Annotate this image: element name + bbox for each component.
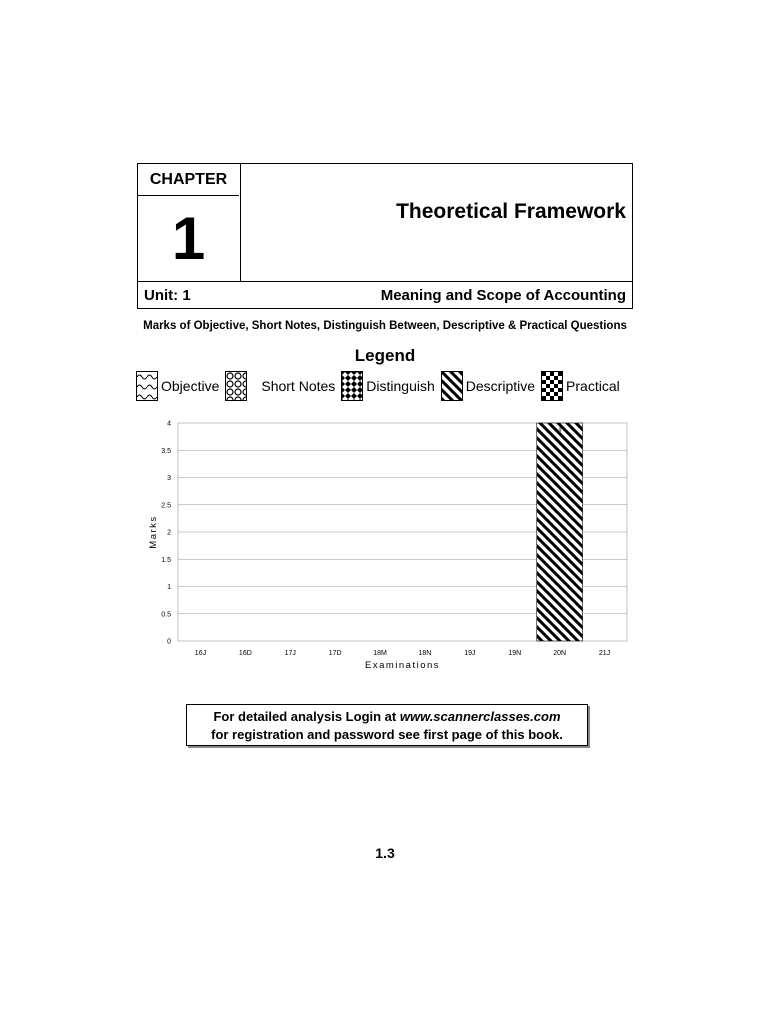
legend-label: Objective (161, 378, 220, 394)
x-tick-label: 20N (553, 650, 567, 657)
x-tick-label: 19N (508, 650, 522, 657)
chapter-number: 1 (171, 205, 206, 272)
unit-title: Meaning and Scope of Accounting (380, 287, 626, 304)
y-tick-label: 1.5 (161, 556, 171, 564)
info-line-2: for registration and password see first page of this book. (211, 727, 563, 742)
legend-label: Descriptive (465, 378, 536, 394)
y-tick-label: 0 (167, 638, 171, 646)
y-tick-label: 0.5 (161, 611, 171, 619)
x-tick-label: 17D (328, 650, 342, 657)
x-tick-label: 18N (418, 650, 432, 657)
y-tick-label: 3 (167, 475, 171, 482)
x-tick-label: 18M (373, 650, 387, 657)
x-tick-label: 16J (194, 650, 207, 657)
x-tick-label: 17J (284, 650, 296, 657)
y-tick-label: 2.5 (161, 502, 171, 510)
info-line-1 (187, 708, 587, 726)
website-link[interactable]: www.scannerclasses.com (399, 709, 561, 724)
x-axis-label: Examinations (364, 660, 441, 671)
marks-caption: Marks of Objective, Short Notes, Distinguish Between, Descriptive & Practical Questions (143, 320, 627, 332)
y-tick-label: 4 (167, 420, 171, 428)
bar-data-label: 4 (557, 427, 562, 434)
x-tick-label: 21J (598, 650, 611, 657)
bar-descriptive (537, 423, 583, 641)
legend-label: Distinguish (366, 378, 435, 394)
page-number: 1.3 (375, 845, 395, 861)
legend-label: Short Notes (261, 378, 336, 394)
unit-label: Unit: 1 (144, 287, 191, 304)
y-axis-label: Marks (148, 515, 159, 549)
chapter-title: Theoretical Framework (396, 200, 626, 223)
y-tick-label: 2 (167, 529, 171, 537)
x-tick-label: 19J (464, 650, 476, 657)
info-box (186, 704, 588, 746)
chapter-label: CHAPTER (138, 164, 239, 196)
x-tick-label: 16D (238, 650, 252, 657)
legend-title: Legend (354, 346, 416, 365)
info-prefix: For detailed analysis Login at (213, 709, 400, 724)
y-tick-label: 1 (167, 584, 171, 591)
y-tick-label: 3.5 (161, 447, 171, 455)
legend-label: Practical (566, 378, 620, 394)
